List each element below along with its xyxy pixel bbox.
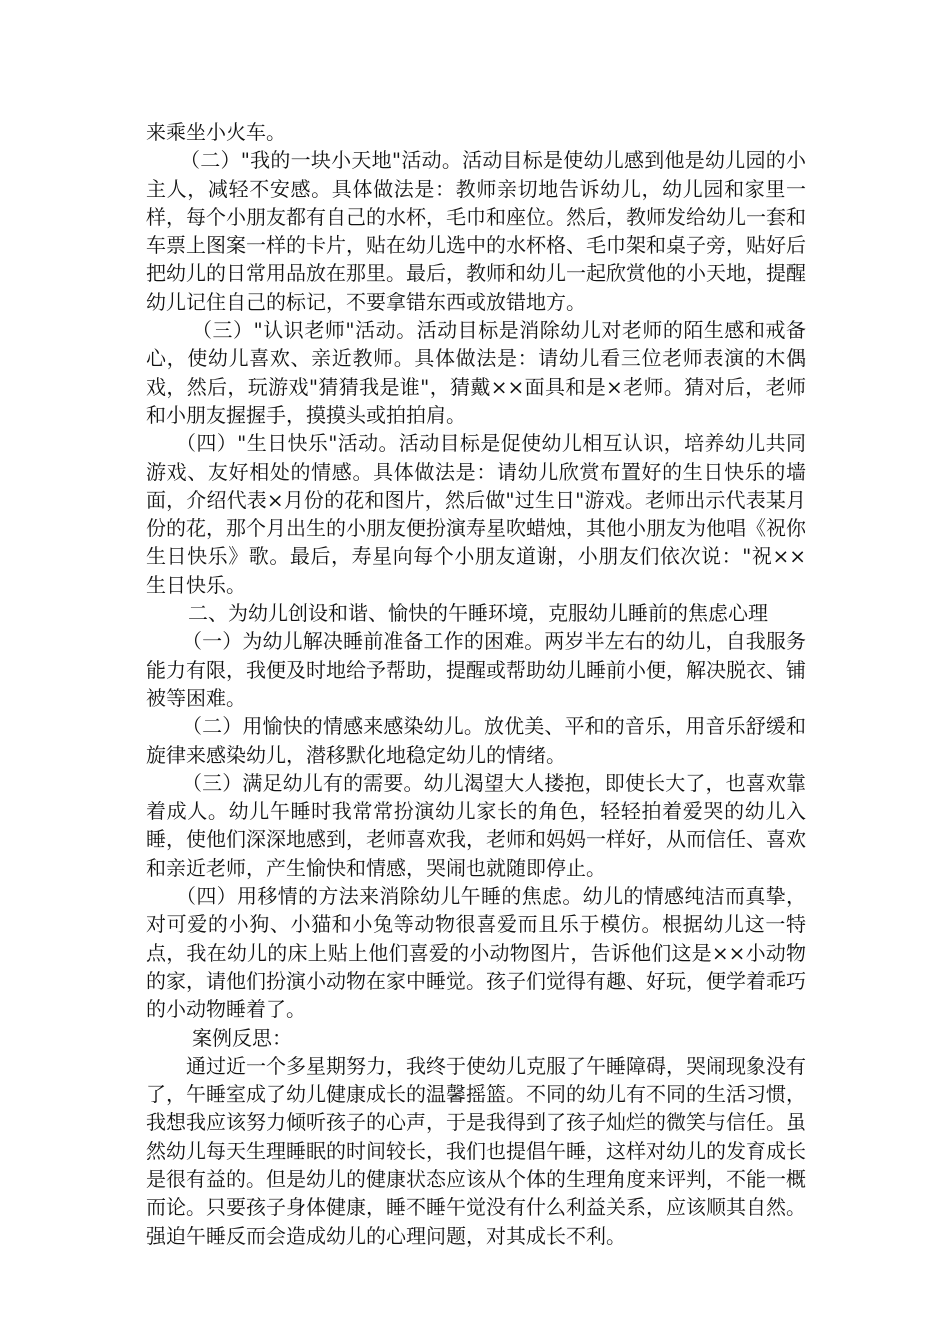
reflection-heading: 案例反思： bbox=[192, 1025, 292, 1050]
document-body bbox=[146, 118, 806, 1250]
reflection-paragraph: 通过近一个多星期努力，我终于使幼儿克服了午睡障碍，哭闹现象没有了，午睡室成了幼儿健康成长的温馨摇篮。不同的幼儿有不同的生活习惯，我想我应该努力倾听孩子的心声，于是我得到了孩子灿烂的微笑与信任。虽然幼儿每天生理睡眠的时间较长，我们也提倡午睡，这样对幼儿的发育成长是很有益的。但是幼儿的健康状态应该从个体的生理角度来评判，不能一概而论。只要孩子身体健康，睡不睡午觉没有什么利益关系，应该顺其自然。强迫午睡反而会造成幼儿的心理问题，对其成长不利。 bbox=[146, 1053, 806, 1248]
paragraph-2: （二）"我的一块小天地"活动。活动目标是使幼儿感到他是幼儿园的小主人，减轻不安感。具体做法是：教师亲切地告诉幼儿，幼儿园和家里一样，每个小朋友都有自己的水杯，毛巾和座位。然后，教师发给幼儿一套和车票上图案一样的卡片，贴在幼儿选中的水杯格、毛巾架和桌子旁，贴好后把幼儿的日常用品放在那里。最后，教师和幼儿一起欣赏他的小天地，提醒幼儿记住自己的标记，不要拿错东西或放错地方。 bbox=[146, 148, 806, 314]
paragraph-4: （四）"生日快乐"活动。活动目标是促使幼儿相互认识，培养幼儿共同游戏、友好相处的情感。具体做法是：请幼儿欣赏布置好的生日快乐的墙面，介绍代表×月份的花和图片，然后做"过生日"游戏。老师出示代表某月份的花，那个月出生的小朋友便扮演寿星吹蜡烛，其他小朋友为他唱《祝你生日快乐》歌。最后，寿星向每个小朋友道谢，小朋友们依次说："祝××生日快乐。 bbox=[146, 431, 806, 597]
section-heading-2: 二、为幼儿创设和谐、愉快的午睡环境，克服幼儿睡前的焦虑心理 bbox=[188, 601, 768, 626]
paragraph-5: （一）为幼儿解决睡前准备工作的困难。两岁半左右的幼儿，自我服务能力有限，我便及时地给予帮助，提醒或帮助幼儿睡前小便，解决脱衣、铺被等困难。 bbox=[146, 629, 806, 710]
paragraph-6: （二）用愉快的情感来感染幼儿。放优美、平和的音乐，用音乐舒缓和旋律来感染幼儿，潜移默化地稳定幼儿的情绪。 bbox=[146, 714, 806, 767]
paragraph-8: （四）用移情的方法来消除幼儿午睡的焦虑。幼儿的情感纯洁而真挚，对可爱的小狗、小猫和小兔等动物很喜爱而且乐于模仿。根据幼儿这一特点，我在幼儿的床上贴上他们喜爱的小动物图片，告诉他们这是××小动物的家，请他们扮演小动物在家中睡觉。孩子们觉得有趣、好玩，便学着乖巧的小动物睡着了。 bbox=[146, 884, 806, 1022]
paragraph-7: （三）满足幼儿有的需要。幼儿渴望大人搂抱，即使长大了，也喜欢靠着成人。幼儿午睡时我常常扮演幼儿家长的角色，轻轻拍着爱哭的幼儿入睡，使他们深深地感到，老师喜欢我，老师和妈妈一样好，从而信任、喜欢和亲近老师，产生愉快和情感，哭闹也就随即停止。 bbox=[146, 770, 806, 880]
paragraph-3: （三）"认识老师"活动。活动目标是消除幼儿对老师的陌生感和戒备心，使幼儿喜欢、亲近教师。具体做法是：请幼儿看三位老师表演的木偶戏，然后，玩游戏"猜猜我是谁"，猜戴××面具和是×老师。猜对后，老师和小朋友握握手，摸摸头或拍拍肩。 bbox=[146, 318, 806, 427]
paragraph-1: 来乘坐小火车。 bbox=[146, 120, 286, 144]
